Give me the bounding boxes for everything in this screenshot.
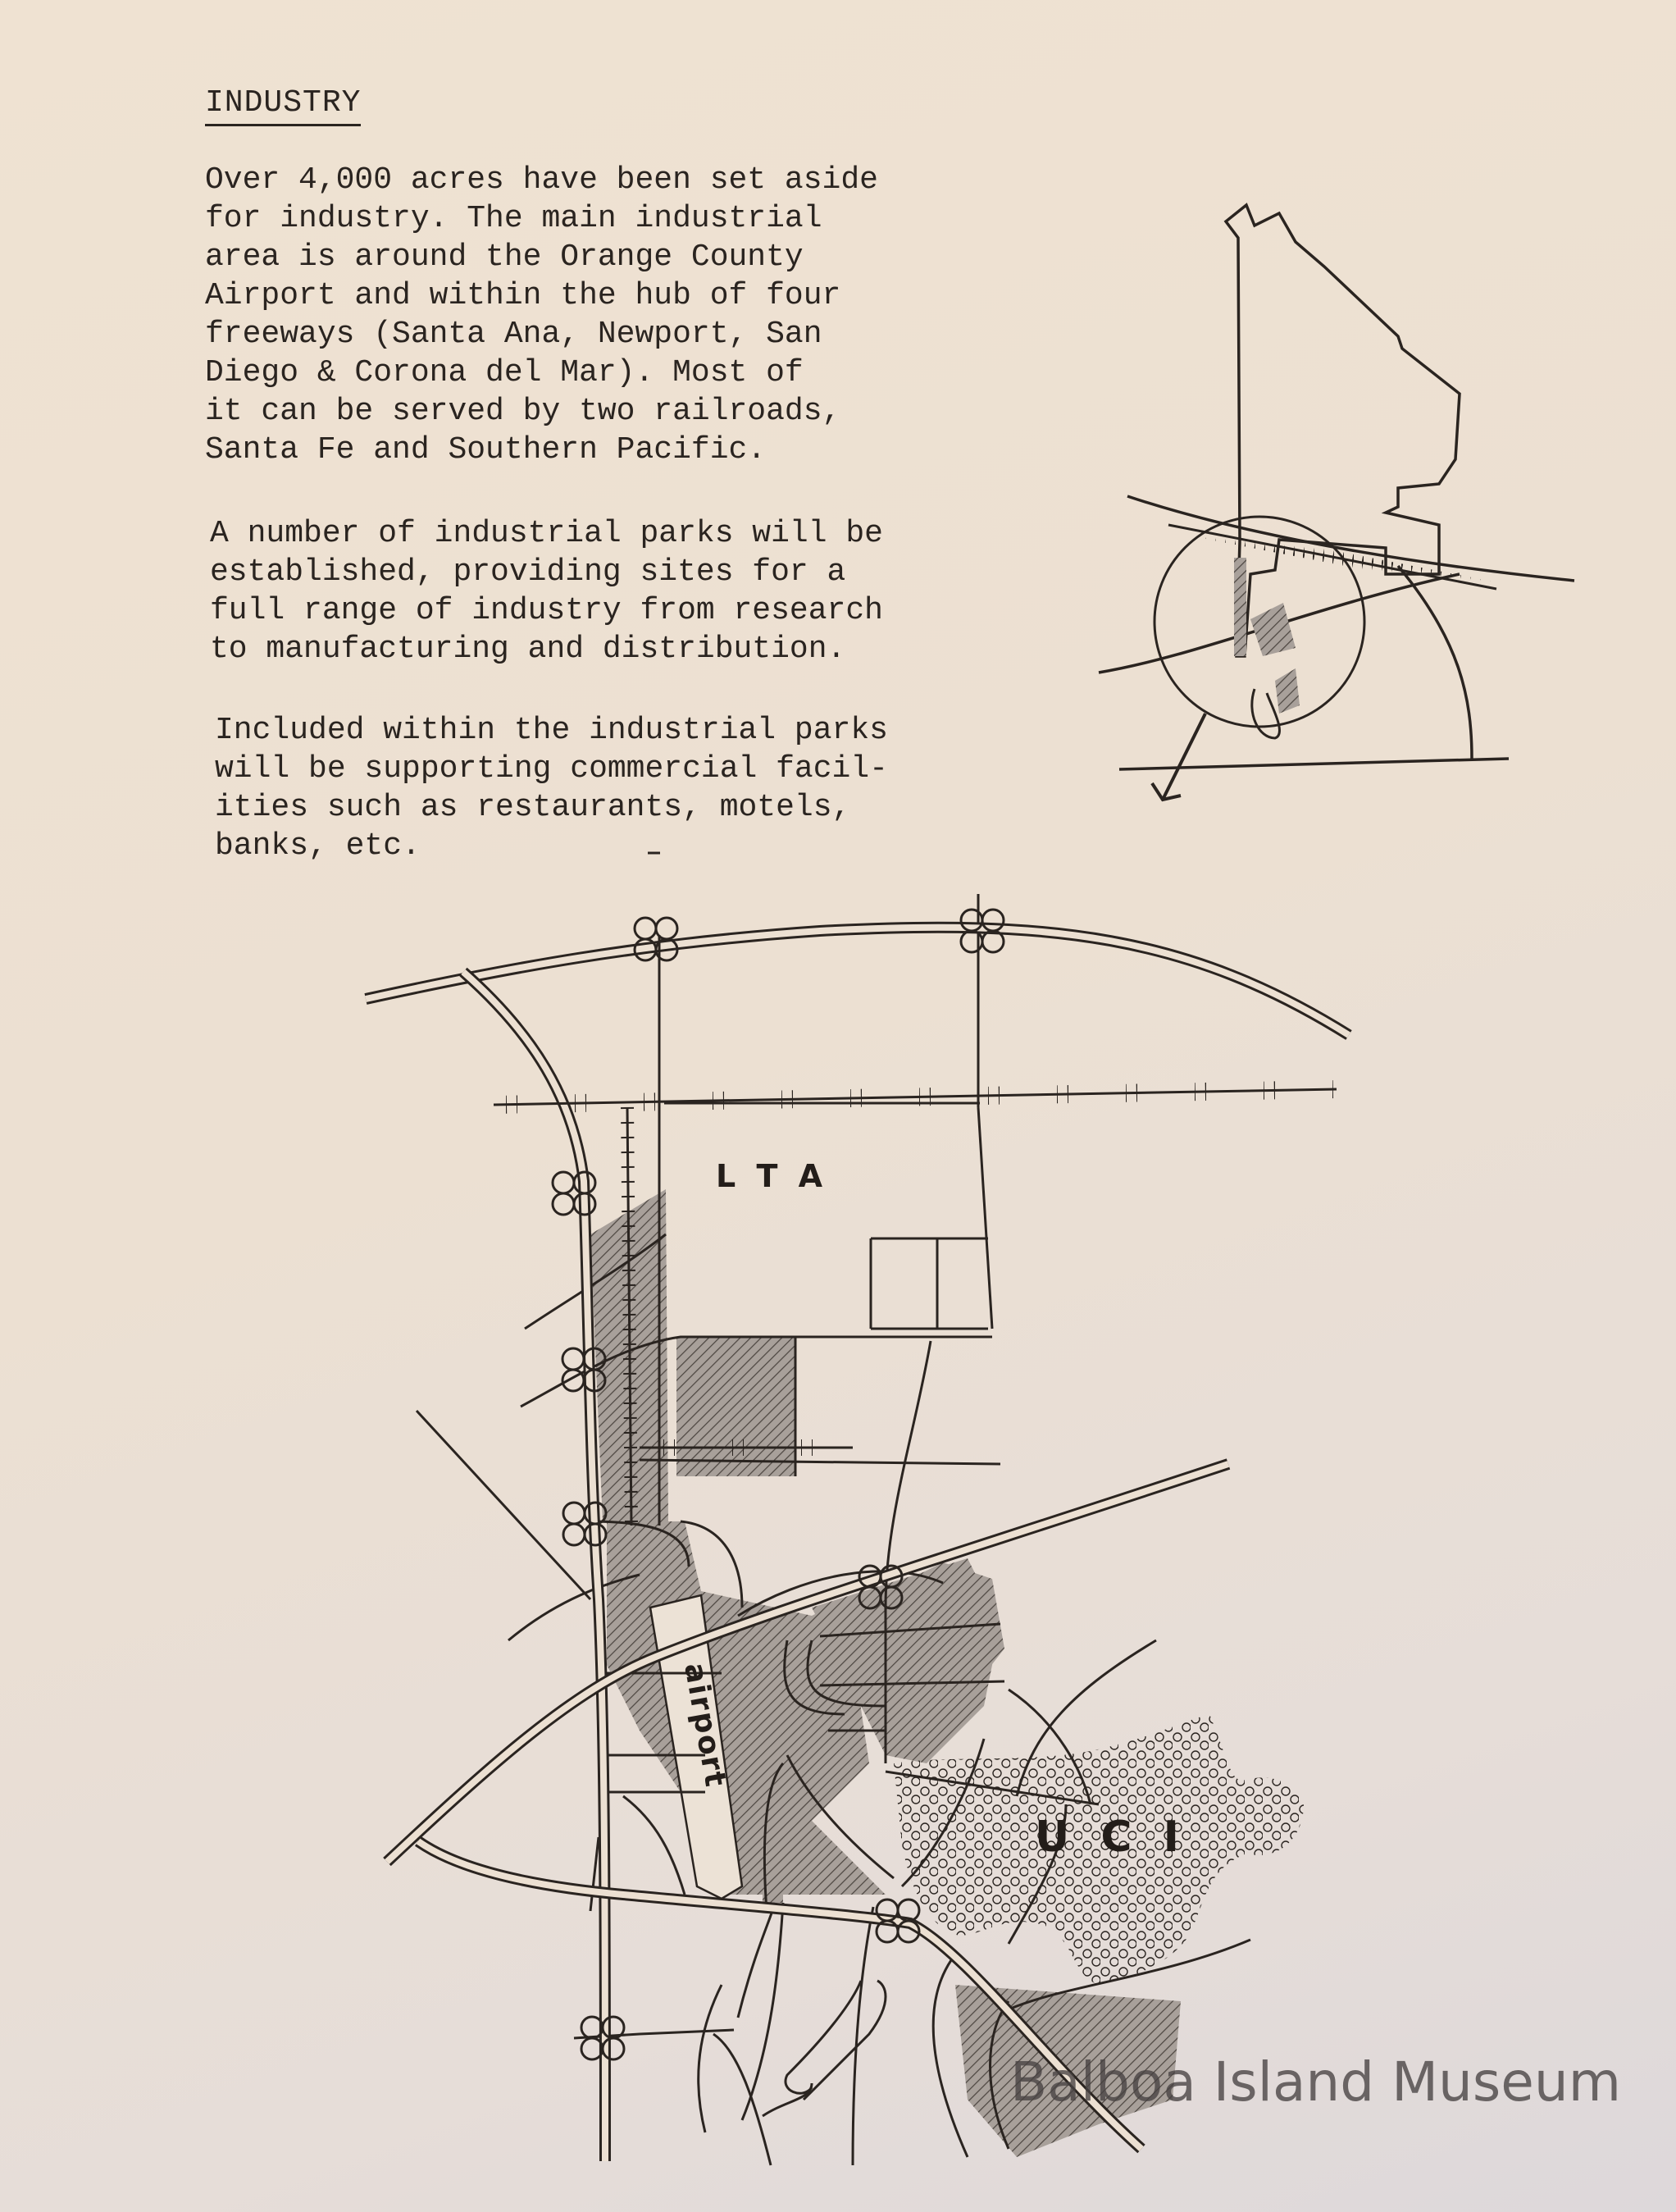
paragraph-commercial-facilities: Included within the industrial parks will be supporting commercial facil- ities such as restaurants, motels, banks, etc. [215,713,888,864]
locator-boundary [1226,205,1460,656]
freeways [366,894,1349,2161]
watermark: Balboa Island Museum [1010,2050,1621,2114]
locator-bay [1252,689,1280,738]
label-uci: U C I [1035,1813,1187,1862]
locator-arrow-shaft [1163,714,1205,800]
locator-hatched-area-2 [1250,603,1296,656]
label-lta: L T A [716,1158,828,1194]
section-heading: INDUSTRY [205,85,361,126]
locator-hatched-area [1234,558,1246,656]
locator-road-east [1398,566,1472,759]
label-airport: airport [677,1660,733,1791]
zone-airport-surround [607,1521,886,1895]
paragraph-industrial-parks: A number of industrial parks will be established, providing sites for a full range of industry from research to manufacturing and distribution. [210,516,883,667]
locator-hatched-area-3 [1275,668,1300,714]
main-map [366,853,1349,2165]
locator-map [1099,205,1574,800]
paragraph-intro: Over 4,000 acres have been set aside for industry. The main industrial area is around the Orange County Airport and within the hub of four freeways (Santa Ana, Newport, San Diego & Corona del Mar). Most of it can be served by two railroads, Santa Fe and Southern Pacific. [205,162,878,467]
